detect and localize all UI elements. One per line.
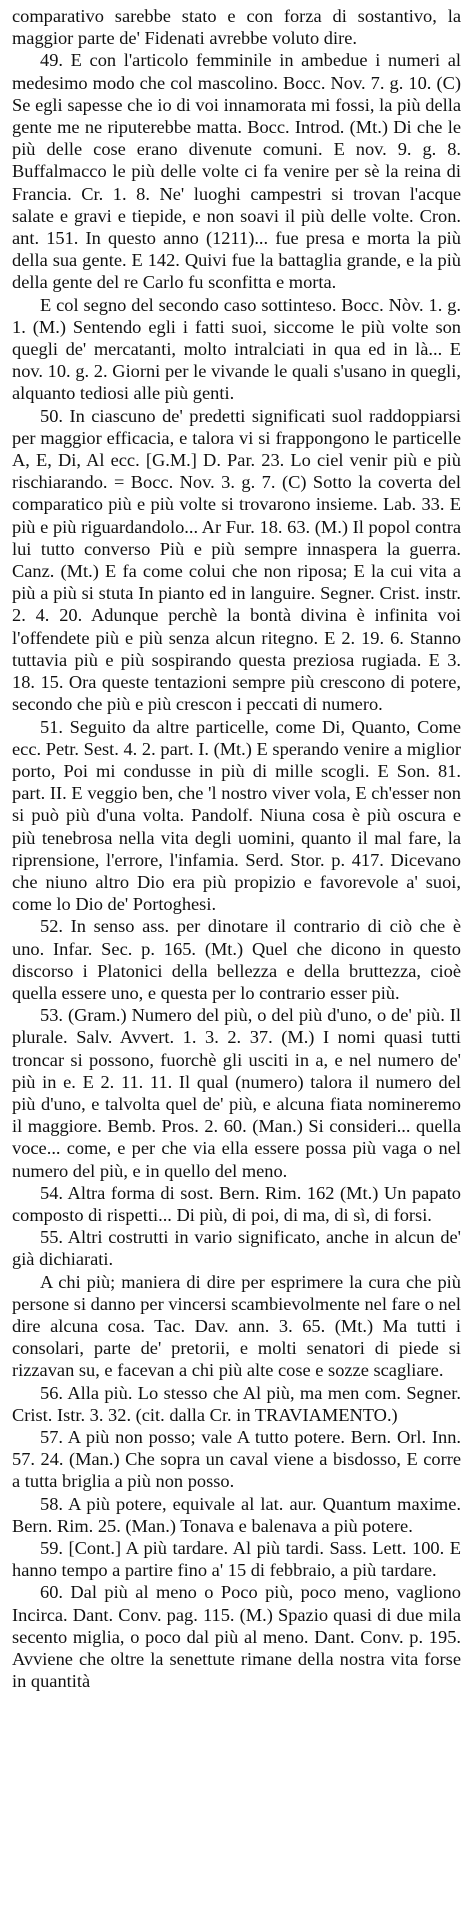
entry-50: 50. In ciascuno de' predetti significati suol raddoppiarsi per maggior efficacia, e talora vi si frappongono le particelle A, E, Di, Al ecc. [G.M.] D. Par. 23. Lo ciel venir più e più rischiarando. = Bocc. Nov. 3. g. 7. (C) Sotto la coverta del comparatico più e più volte si trovarono insieme. Lab. 33. E più e più riguardandolo... Ar Fur. 18. 63. (M.) Il popol contra lui tutto converso Più e più sempre innaspera la guerra. Canz. (Mt.) E fa come colui che non riposa; E la cui vita a più a più si stuta In pianto ed in languire. Segner. Crist. instr. 2. 4. 20. Adunque perchè la bontà divina è infinita voi l'offendete più e più senza alcun ritegno. E 2. 19. 6. Stanno tuttavia più e più sospirando questa preziosa rugiada. E 3. 18. 15. Ora queste tentazioni sempre più crescono di potere, secondo che più e più crescon i peccati di numero. [12, 405, 461, 715]
entry-56: 56. Alla più. Lo stesso che Al più, ma men com. Segner. Crist. Istr. 3. 32. (cit. dalla Cr. in TRAVIAMENTO.) [12, 1382, 461, 1425]
entry-58: 58. A più potere, equivale al lat. aur. Quantum maxime. Bern. Rim. 25. (Man.) Tonava e balenava a più potere. [12, 1493, 461, 1536]
entry-55: 55. Altri costrutti in vario significato, anche in alcun de' già dichiarati. [12, 1227, 461, 1270]
entry-57: 57. A più non posso; vale A tutto potere. Bern. Orl. Inn. 57. 24. (Man.) Che sopra un caval viene a bisdosso, E corre a tutta briglia a più non posso. [12, 1427, 461, 1492]
entry-53: 53. (Gram.) Numero del più, o del più d'uno, o de' più. Il plurale. Salv. Avvert. 1. 3. 2. 37. (M.) I nomi quasi tutti troncar si possono, fuorchè gli usciti in a, e nel numero de' più in e. E 2. 11. 11. Il qual (numero) talora il numero del più d'uno, e talvolta quel de' più, e alcuna fiata nomineremo il maggiore. Bemb. Pros. 2. 60. (Man.) Si consideri... quella voce... come, e per che via ella essere possa più vaga o nel numero del più, e in quello del meno. [12, 1005, 461, 1181]
entry-49: 49. E con l'articolo femminile in ambedue i numeri al medesimo modo che col mascolino. Bocc. Nov. 7. g. 10. (C) Se egli sapesse che io di voi innamorata mi fossi, la più della gente me ne riputerebbe matta. Bocc. Introd. (Mt.) Di che le più delle cose erano divenute comuni. E nov. 9. g. 8. Buffalmacco le più delle volte ci fa venire per sè la reina di Francia. Cr. 1. 8. Ne' luoghi campestri si trovan l'acque salate e gravi e tiepide, e non soavi il più delle volte. Cron. ant. 151. In questo anno (1211)... fue presa e morta la più della sua gente. E 142. Quivi fue la battaglia grande, e la più della gente del re Carlo fu sconfitta e morta. [12, 50, 461, 293]
entry-54: 54. Altra forma di sost. Bern. Rim. 162 (Mt.) Un papato composto di rispetti... Di più, di poi, di ma, di sì, di forsi. [12, 1182, 461, 1225]
entry-55-subsense: A chi più; maniera di dire per esprimere la cura che più persone si danno per vincersi scambievolmente nel fare o nel dire alcuna cosa. Tac. Dav. ann. 3. 65. (Mt.) Ma tutti i consolari, parte de' pretorii, e molti senatori di piede si rizzavan su, e facevan a chi più alte cose e sozze scagliare. [12, 1271, 461, 1381]
paragraph-continuation: comparativo sarebbe stato e con forza di sostantivo, la maggior parte de' Fidenati avrebbe voluto dire. [12, 6, 461, 49]
entry-51: 51. Seguito da altre particelle, come Di, Quanto, Come ecc. Petr. Sest. 4. 2. part. I. (Mt.) E sperando venire a miglior porto, Poi mi condusse in più di mille scogli. E Son. 81. part. II. E veggio ben, che 'l nostro viver vola, E ch'esser non si può più d'una volta. Pandolf. Niuna cosa è più oscura e più tenebrosa nella vita degli uomini, quanto il mal fare, la riprensione, l'errore, l'infamia. Serd. Stor. p. 417. Dicevano che niuno altro Dio era più propizio e favorevole a' suoi, come lo Dio de' Portoghesi. [12, 716, 461, 915]
entry-52: 52. In senso ass. per dinotare il contrario di ciò che è uno. Infar. Sec. p. 165. (Mt.) Quel che dicono in questo discorso i Platonici della bellezza e della bruttezza, cioè quella essere uno, e questa per lo contrario esser più. [12, 916, 461, 1003]
entry-59: 59. [Cont.] A più tardare. Al più tardi. Sass. Lett. 100. E hanno tempo a partire fino a' 15 di febbraio, a più tardare. [12, 1538, 461, 1581]
entry-49-subsense: E col segno del secondo caso sottinteso. Bocc. Nòv. 1. g. 1. (M.) Sentendo egli i fatti suoi, siccome le più volte son quegli de' mercatanti, molto intralciati in qua ed in là... E nov. 10. g. 2. Giorni per le vivande le quali s'usano in quegli, alquanto tediosi alle più genti. [12, 294, 461, 404]
entry-60: 60. Dal più al meno o Poco più, poco meno, vagliono Incirca. Dant. Conv. pag. 115. (M.) Spazio quasi di due mila secento miglia, o poco dal più al meno. Dant. Conv. p. 195. Avviene che oltre la senettute rimane della nostra vita forse in quantità [12, 1582, 461, 1692]
